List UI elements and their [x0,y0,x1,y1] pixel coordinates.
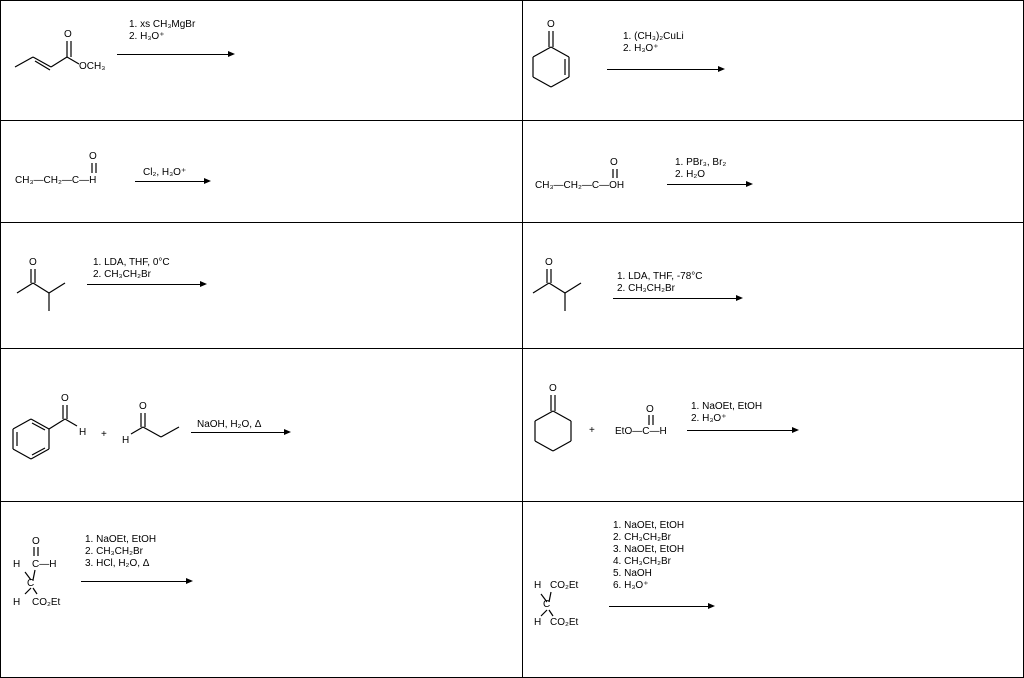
carbonyl-oxygen: O [32,536,40,547]
top-hydrogen: H [13,559,21,570]
benzaldehyde-hydrogen: H [79,427,87,438]
reaction-cell-3 [0,120,523,223]
top-hydrogen: H [534,580,542,591]
reaction-conditions [143,167,186,179]
condition-step: 1. (CH₃)₂CuLi [623,31,684,42]
top-ester: CO₂Et [550,580,579,591]
reaction-arrow [135,181,209,182]
propanoic-acid-bonds [523,121,1024,223]
reaction-cell-4 [522,120,1024,223]
cyclohexenone-structure [523,1,1024,121]
bottom-ester: CO₂Et [550,617,579,628]
methylbutanone-structure [1,223,523,349]
condition-step: 1. NaOEt, EtOH [691,401,763,412]
reaction-arrow [191,432,289,433]
ketone-oxygen: O [29,257,37,268]
aldehyde-group: C—H [32,559,57,570]
condition-step: 2. H₂O [675,169,705,180]
reaction-cell-8 [522,348,1024,502]
reaction-cell-2 [522,0,1024,121]
condition-step: 2. H₃O⁺ [691,413,727,424]
ketone-oxygen: O [547,19,555,30]
reaction-conditions [129,19,195,43]
plus-sign: + [101,429,107,440]
condition-step: 2. H₃O⁺ [129,31,165,42]
reaction-conditions [85,534,156,570]
malonate-bonds [523,502,1024,678]
reaction-cell-5 [0,222,523,349]
propanal-oxygen: O [139,401,147,412]
ethyl-formate-formula: EtO—C—H [615,426,667,437]
formate-oxygen: O [646,404,654,415]
reaction-conditions [623,31,684,55]
reaction-conditions [617,271,703,295]
condition-step: 1. NaOEt, EtOH [85,534,157,545]
reaction-conditions [93,257,170,281]
ester-group: CO₂Et [32,597,61,608]
ester-oxygen: O [64,29,72,40]
central-carbon: C [27,578,35,589]
reaction-conditions [691,401,762,425]
reaction-arrow [609,606,713,607]
benzaldehyde-oxygen: O [61,393,69,404]
ketone-oxygen: O [545,257,553,268]
methylbutanone-structure [523,223,1024,349]
formylacetate-bonds [1,502,523,678]
reaction-cell-1 [0,0,523,121]
central-carbon: C [543,599,551,610]
condition-step: 2. CH₃CH₂Br [613,532,671,543]
aldol-reactants [1,349,523,502]
condition-step: 2. CH₃CH₂Br [85,546,143,557]
reaction-cell-9 [0,501,523,678]
carbonyl-oxygen: O [610,157,618,168]
condition-step: 1. xs CH₃MgBr [129,19,196,30]
bottom-hydrogen: H [13,597,21,608]
condition-step: 2. CH₃CH₂Br [617,283,675,294]
plus-sign: + [589,425,595,436]
condition-step: 5. NaOH [613,568,652,579]
methoxy-label: OCH₃ [79,61,106,72]
reaction-arrow [81,581,191,582]
reaction-conditions [197,419,261,431]
condition-step: 2. H₃O⁺ [623,43,659,54]
condition-step: 2. CH₃CH₂Br [93,269,151,280]
condition-step: 1. PBr₃, Br₂ [675,157,727,168]
condition-step: 1. LDA, THF, 0°C [93,257,170,268]
condition-step: 3. NaOEt, EtOH [613,544,685,555]
condition-step: NaOH, H₂O, Δ [197,419,262,430]
ketone-oxygen: O [549,383,557,394]
reaction-cell-10 [522,501,1024,678]
condition-step: 3. HCl, H₂O, Δ [85,558,150,569]
reaction-conditions [613,520,684,592]
bottom-hydrogen: H [534,617,542,628]
carbonyl-oxygen: O [89,151,97,162]
propanal-formula: CH₃—CH₂—C—H [15,175,97,186]
condition-step: 4. CH₃CH₂Br [613,556,671,567]
condition-step: Cl₂, H₃O⁺ [143,167,187,178]
reaction-arrow [117,54,233,55]
propanoic-acid-formula: CH₃—CH₂—C—OH [535,180,625,191]
claisen-reactants [523,349,1024,502]
reaction-arrow [667,184,751,185]
reaction-arrow [687,430,797,431]
reaction-conditions [675,157,726,181]
reaction-arrow [613,298,741,299]
reaction-cell-6 [522,222,1024,349]
reaction-arrow [607,69,723,70]
reaction-cell-7 [0,348,523,502]
propanal-hydrogen: H [122,435,130,446]
condition-step: 1. LDA, THF, -78°C [617,271,703,282]
reaction-arrow [87,284,205,285]
condition-step: 6. H₃O⁺ [613,580,649,591]
condition-step: 1. NaOEt, EtOH [613,520,685,531]
propanal-bonds [1,121,523,223]
